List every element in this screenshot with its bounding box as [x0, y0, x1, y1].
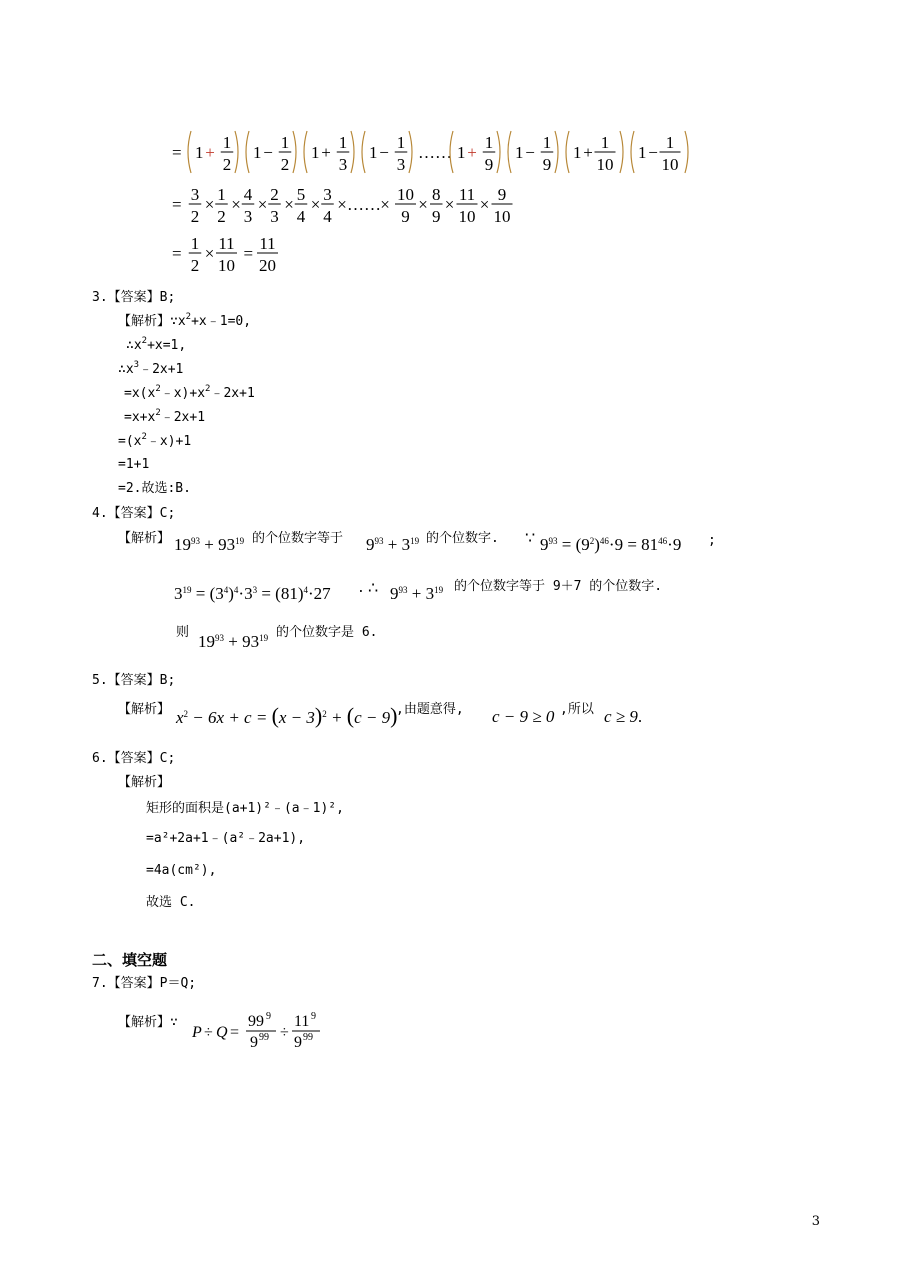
- fraction-denominator: 9: [294, 1034, 302, 1051]
- close-paren: [293, 131, 296, 173]
- q3-answer: 3.【答案】B;: [92, 290, 176, 305]
- q5-expr-3: c ≥ 9.: [604, 707, 643, 726]
- q4-expr-sum-a: $19^{93} + 93^{19}$: [174, 535, 245, 554]
- math-text: 1: [195, 143, 204, 162]
- minus-sign: −: [379, 143, 389, 162]
- fraction-denominator: 10: [218, 256, 235, 275]
- q3-step: $=x+x^2﹣2x+1$: [124, 408, 206, 425]
- math-text: 1: [573, 143, 582, 162]
- q7-answer: 7.【答案】P＝Q;: [92, 976, 197, 991]
- open-paren: [566, 131, 569, 173]
- equals-sign: =: [172, 143, 182, 162]
- fraction-denominator: 10: [458, 207, 476, 226]
- q6-line: =a²+2a+1﹣(a²﹣2a+1),: [146, 831, 306, 846]
- fraction-numerator: 1: [280, 133, 290, 152]
- times-sign: ×: [231, 195, 241, 214]
- therefore-symbol: ∴: [118, 362, 126, 377]
- math-text: 1: [515, 143, 524, 162]
- close-paren: [409, 131, 412, 173]
- q3-step: $=(x^2﹣x)+1$: [118, 432, 192, 449]
- fraction-numerator: 10: [397, 185, 414, 204]
- minus-sign: −: [648, 143, 658, 162]
- fraction-numerator: 9: [497, 185, 507, 204]
- open-paren: [631, 131, 634, 173]
- fraction-denominator: 2: [190, 256, 200, 275]
- fraction-numerator: 1: [338, 133, 348, 152]
- open-paren: [246, 131, 249, 173]
- open-paren: [188, 131, 191, 173]
- close-paren: [351, 131, 354, 173]
- times-sign: ×: [380, 195, 390, 214]
- q4-sep: ;: [708, 533, 716, 548]
- q5-expr-1: $x^2 - 6x + c = (x - 3)^2 + (c - 9)$: [176, 703, 398, 728]
- fraction-denominator: 10: [596, 155, 614, 174]
- q4-expr-sum-a: $19^{93} + 93^{19}$: [198, 632, 269, 651]
- math-text: 1: [638, 143, 647, 162]
- times-sign: ×: [444, 195, 455, 214]
- section-heading: 二、填空题: [92, 951, 168, 969]
- q3-step: =1+1: [118, 457, 150, 472]
- times-sign: ×: [310, 195, 321, 214]
- therefore-symbol: ∴: [126, 338, 134, 353]
- exponent: 99: [303, 1032, 313, 1043]
- fraction-numerator: 11: [218, 234, 235, 253]
- fraction-numerator: 4: [243, 185, 253, 204]
- fraction-denominator: 20: [259, 256, 276, 275]
- q6-answer: 6.【答案】C;: [92, 751, 176, 766]
- q6-line: 故选 C.: [146, 895, 196, 910]
- exponent: 9: [311, 1011, 316, 1022]
- fraction-denominator: 2: [280, 155, 290, 174]
- q5-expr-2: c − 9 ≥ 0: [492, 707, 555, 726]
- fraction-denominator: 3: [270, 207, 279, 226]
- times-sign: ×: [204, 195, 215, 214]
- fraction-denominator: 10: [661, 155, 679, 174]
- q4-expr-9pow: $9^{93} = (9^2)^{46}\cdot 9 = 81^{46}\cdot 9$: [540, 535, 682, 554]
- fraction-denominator: 9: [432, 207, 441, 226]
- fraction-denominator: 3: [396, 155, 406, 174]
- q4-text: 的个位数字是 6.: [276, 625, 378, 640]
- fraction-denominator: 9: [250, 1034, 258, 1051]
- q4-text: 的个位数字等于: [252, 531, 344, 546]
- q5-analysis-label: 【解析】: [118, 702, 171, 717]
- minus-sign: −: [263, 143, 273, 162]
- fraction-numerator: 3: [190, 185, 200, 204]
- fraction-numerator: 3: [323, 185, 332, 204]
- fraction-denominator: 10: [493, 207, 511, 226]
- exponent: 99: [259, 1032, 269, 1043]
- q3-step: $=x(x^2﹣x)+x^2﹣2x+1$: [124, 384, 255, 401]
- open-paren: [508, 131, 511, 173]
- math-text: 1: [253, 143, 262, 162]
- q4-expr-sum-b: $9^{93} + 3^{19}$: [366, 535, 420, 554]
- fraction-numerator: 99: [248, 1013, 264, 1030]
- equals-sign: =: [172, 244, 182, 263]
- open-paren: [362, 131, 365, 173]
- fraction-denominator: 2: [217, 207, 226, 226]
- fraction-denominator: 9: [542, 155, 552, 174]
- q4-expr-sum-b: $9^{93} + 3^{19}$: [390, 584, 444, 603]
- q6-line: 矩形的面积是(a+1)²﹣(a﹣1)²,: [146, 801, 344, 816]
- q6-line: =4a(cm²),: [146, 863, 217, 878]
- analysis-label: 【解析】: [118, 314, 171, 329]
- fraction-numerator: 2: [270, 185, 279, 204]
- q7-analysis-label: 【解析】∵: [118, 1015, 178, 1030]
- fraction-numerator: 1: [396, 133, 406, 152]
- fraction-numerator: 1: [190, 234, 200, 253]
- math-text: P: [192, 1024, 202, 1041]
- plus-sign: +: [583, 143, 593, 162]
- fraction-denominator: 3: [243, 207, 253, 226]
- therefore-symbol: ∴: [368, 580, 379, 597]
- fraction-denominator: 9: [484, 155, 494, 174]
- fraction-denominator: 9: [401, 207, 410, 226]
- q3-step: $\therefore x^2+x=1$,: [126, 336, 187, 353]
- q5-text: ,所以: [560, 702, 594, 717]
- times-sign: ×: [337, 195, 347, 214]
- times-sign: ×: [257, 195, 268, 214]
- fraction-denominator: 4: [323, 207, 332, 226]
- fraction-denominator: 3: [338, 155, 348, 174]
- fraction-numerator: 1: [600, 133, 610, 152]
- ellipsis: ……: [347, 195, 381, 214]
- q2-equation-line-1: [172, 128, 679, 178]
- times-sign: ×: [479, 195, 490, 214]
- fraction-numerator: 11: [294, 1013, 310, 1030]
- because-symbol: ∵: [170, 314, 178, 329]
- math-text: Q: [216, 1024, 228, 1041]
- times-sign: ×: [418, 195, 428, 214]
- q5-text: ,由题意得,: [396, 702, 464, 717]
- equals-sign: =: [243, 244, 254, 263]
- close-paren: [235, 131, 238, 173]
- because-symbol: ∵: [525, 530, 536, 547]
- fraction-numerator: 1: [217, 185, 226, 204]
- q2-equation-line-2: [172, 183, 512, 229]
- equals-sign: =: [230, 1024, 240, 1041]
- fraction-numerator: 8: [432, 185, 441, 204]
- plus-sign: +: [467, 143, 477, 162]
- q3-step: =2.故选:B.: [118, 481, 191, 496]
- q7-equation: [192, 1006, 332, 1056]
- q4-analysis-label: 【解析】: [118, 531, 171, 546]
- ellipsis: ……: [418, 143, 452, 162]
- q4-text: 的个位数字.: [426, 531, 499, 546]
- close-paren: [497, 131, 500, 173]
- page-number: 3: [811, 1214, 820, 1229]
- q3-analysis: 【解析】$\because x^2+x﹣1=0$,: [118, 312, 252, 329]
- fraction-numerator: 5: [296, 185, 306, 204]
- close-paren: [555, 131, 558, 173]
- plus-sign: +: [205, 143, 215, 162]
- q4-sep: .: [357, 581, 365, 596]
- fraction-denominator: 2: [222, 155, 232, 174]
- divide-sign: ÷: [204, 1024, 213, 1041]
- q4-expr-3pow: $3^{19} = (3^4)^4\cdot 3^3 = (81)^4\cdot 27$: [174, 584, 331, 603]
- math-text: 1: [457, 143, 466, 162]
- math-text: 1: [369, 143, 378, 162]
- q4-text: 的个位数字等于 9＋7 的个位数字.: [454, 579, 663, 594]
- equals-sign: =: [172, 195, 182, 214]
- q4-text: 则: [176, 625, 190, 640]
- fraction-numerator: 11: [259, 234, 276, 253]
- fraction-numerator: 11: [458, 185, 476, 204]
- exponent: 9: [266, 1011, 271, 1022]
- times-sign: ×: [284, 195, 294, 214]
- fraction-numerator: 1: [222, 133, 232, 152]
- fraction-denominator: 2: [190, 207, 200, 226]
- fraction-numerator: 1: [542, 133, 552, 152]
- q5-answer: 5.【答案】B;: [92, 673, 176, 688]
- open-paren: [304, 131, 307, 173]
- plus-sign: +: [321, 143, 331, 162]
- divide-sign: ÷: [280, 1024, 289, 1041]
- close-paren: [685, 131, 688, 173]
- fraction-numerator: 1: [665, 133, 675, 152]
- math-text: 1: [311, 143, 320, 162]
- fraction-denominator: 4: [296, 207, 306, 226]
- minus-sign: −: [525, 143, 535, 162]
- times-sign: ×: [204, 244, 215, 263]
- q6-analysis-label: 【解析】: [118, 775, 171, 790]
- q4-answer: 4.【答案】C;: [92, 506, 176, 521]
- q2-equation-line-3: [172, 232, 292, 278]
- close-paren: [620, 131, 623, 173]
- q3-step: $\therefore x^3﹣2x+1$: [118, 360, 184, 377]
- fraction-numerator: 1: [484, 133, 494, 152]
